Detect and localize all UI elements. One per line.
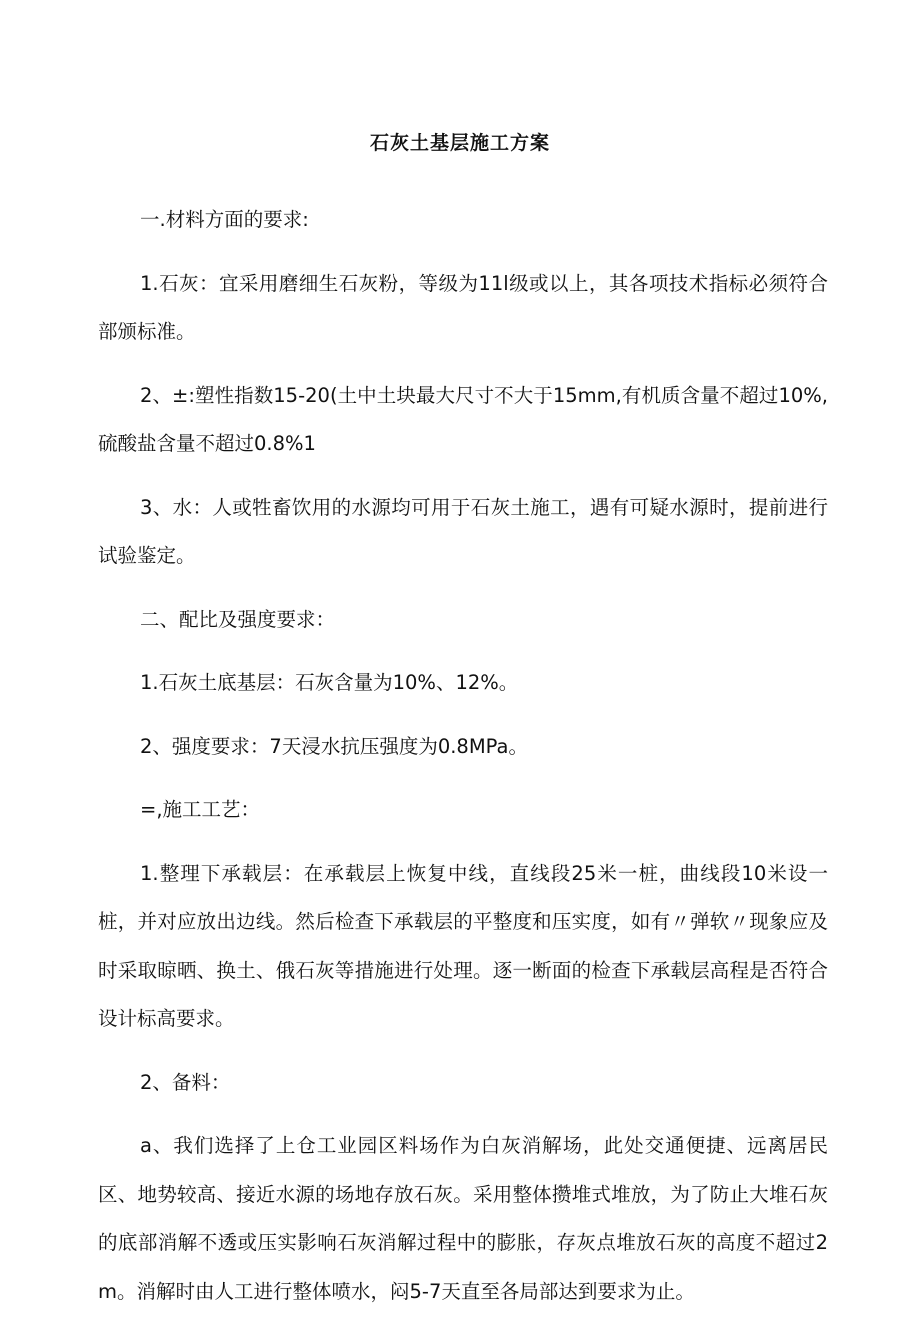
paragraph-lime-slaking: a、我们选择了上仓工业园区料场作为白灰消解场，此处交通便捷、远离居民区、地势较高、接近水源的场地存放石灰。采用整体攒堆式堆放，为了防止大堆石灰的底部消解不透或压实影响石灰消解过程中的膨胀，存灰点堆放石灰的高度不超过2m。消解时由人工进行整体喷水，闷5-7天直至各局部达到要求为止。 [98, 1134, 828, 1303]
document-title: 石灰土基层施工方案 [369, 132, 550, 154]
paragraph-subgrade: 1.整理下承载层：在承载层上恢复中线，直线段25米一桩，曲线段10米设一桩，并对应放出边线。然后检查下承载层的平整度和压实度，如有〃弹软〃现象应及时采取晾晒、换土、俄石灰等措施进行处理。逐一断面的检查下承载层高程是否符合设计标高要求。 [98, 861, 828, 1030]
paragraph-process-heading: =,施工工艺： [140, 798, 261, 821]
paragraph-strength: 2、强度要求：7天浸水抗压强度为0.8MPa。 [140, 734, 528, 758]
paragraph-materials-heading: 一.材料方面的要求: [140, 208, 309, 231]
document-body [98, 196, 828, 1331]
paragraph-prep-heading: 2、备料： [140, 1070, 231, 1094]
paragraph-mix-heading: 二、配比及强度要求： [140, 607, 336, 631]
paragraph-soil: 2、±:塑性指数15-20(土中土块最大尺寸不大于15mm,有机质含量不超过10%,硫酸盐含量不超过0.8%1 [98, 383, 828, 455]
paragraph-lime: 1.石灰：宜采用磨细生石灰粉，等级为11l级或以上，其各项技术指标必须符合部颁标准。 [98, 271, 828, 343]
paragraph-water: 3、水：人或牲畜饮用的水源均可用于石灰土施工，遇有可疑水源时，提前进行试验鉴定。 [98, 495, 828, 567]
paragraph-lime-content: 1.石灰土底基层：石灰含量为10%、12%。 [140, 671, 519, 694]
